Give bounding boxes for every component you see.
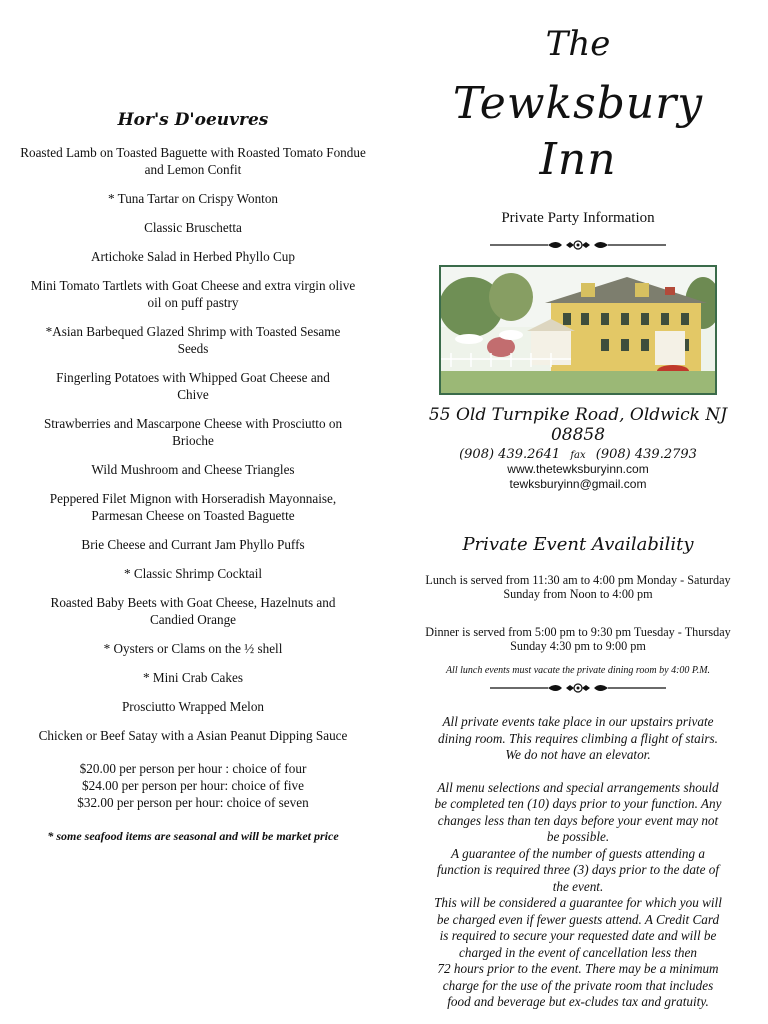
- menu-item: Brie Cheese and Currant Jam Phyllo Puffs: [81, 537, 305, 552]
- email-link[interactable]: tewksburyinn@gmail.com: [509, 477, 647, 491]
- policy-paragraph: All menu selections and special arrangements should be completed ten (10) days prior to your function. Any changes less than ten days before your event may not be possible.: [434, 779, 722, 844]
- menu-item: * Oysters or Clams on the ½ shell: [103, 641, 283, 656]
- menu-item: Mini Tomato Tartlets with Goat Cheese and extra virgin olive oil on puff pastry: [30, 278, 356, 310]
- phone: (908) 439.2641: [459, 447, 561, 462]
- price-line: $32.00 per person per hour: choice of seven: [77, 795, 309, 810]
- menu-item: Strawberries and Mascarpone Cheese with Prosciutto on Brioche: [43, 416, 343, 448]
- menu-item: Classic Bruschetta: [144, 220, 242, 235]
- menu-item: Roasted Baby Beets with Goat Cheese, Hazelnuts and Candied Orange: [50, 595, 336, 627]
- dinner-hours-weekday: Dinner is served from 5:00 pm to 9:30 pm Tuesday - Thursday: [425, 625, 731, 639]
- lunch-hours-sunday: Sunday from Noon to 4:00 pm: [503, 587, 653, 601]
- policy-paragraph: All private events take place in our upstairs private dining room. This requires climbing a flight of stairs. We do not have an elevator.: [438, 714, 718, 762]
- phone-numbers: [408, 447, 748, 462]
- lunch-hours: [408, 573, 748, 601]
- menu-item: Roasted Lamb on Toasted Baguette with Roasted Tomato Fondue and Lemon Confit: [20, 145, 366, 177]
- menu-item: Prosciutto Wrapped Melon: [121, 699, 265, 714]
- hors-doeuvres-column: [10, 110, 376, 844]
- website-link[interactable]: www.thetewksburyinn.com: [507, 462, 649, 476]
- menu-list: [10, 144, 376, 744]
- address: 55 Old Turnpike Road, Oldwick NJ 08858: [428, 405, 728, 445]
- inn-watercolor-image: [439, 265, 717, 395]
- hors-doeuvres-heading: Hor's D'oeuvres: [117, 110, 269, 130]
- price-line: $24.00 per person per hour: choice of five: [82, 778, 304, 793]
- page-subtitle: Private Party Information: [501, 210, 655, 226]
- dinner-hours-sunday: Sunday 4:30 pm to 9:00 pm: [510, 639, 646, 653]
- title-inn-name: Tewksbury Inn: [452, 78, 704, 185]
- fax-label: fax: [570, 450, 586, 461]
- info-column: [408, 22, 748, 1011]
- policy-paragraph: This will be considered a guarantee for which you will be charged even if fewer guests attend. A Credit Card is required to secure your requested date and will be charged in the event of cancellation less then: [434, 895, 722, 960]
- menu-item: Peppered Filet Mignon with Horseradish Mayonnaise, Parmesan Cheese on Toasted Baguette: [49, 491, 337, 523]
- price-line: $20.00 per person per hour : choice of four: [79, 761, 307, 776]
- lunch-vacate-note: All lunch events must vacate the private dining room by 4:00 P.M.: [445, 665, 711, 676]
- title-the: The: [545, 24, 611, 64]
- menu-item: Fingerling Potatoes with Whipped Goat Cheese and Chive: [56, 370, 330, 402]
- menu-item: Chicken or Beef Satay with a Asian Peanut Dipping Sauce: [38, 728, 348, 743]
- menu-item: * Mini Crab Cakes: [143, 670, 243, 685]
- seafood-note: * some seafood items are seasonal and will be market price: [47, 829, 339, 843]
- dinner-hours: [408, 625, 748, 653]
- ornament-divider-icon: [488, 239, 668, 251]
- ornament-divider-icon: [488, 682, 668, 694]
- policy-paragraph: A guarantee of the number of guests attending a function is required three (3) days prior to the date of the event.: [436, 845, 720, 894]
- menu-item: * Classic Shrimp Cocktail: [123, 566, 263, 581]
- lunch-hours-weekday: Lunch is served from 11:30 am to 4:00 pm Monday - Saturday: [425, 573, 731, 587]
- price-list: [10, 760, 376, 811]
- availability-heading: Private Event Availability: [462, 534, 694, 555]
- fax-number: (908) 439.2793: [595, 447, 697, 462]
- menu-item: Wild Mushroom and Cheese Triangles: [91, 462, 295, 477]
- menu-item: Artichoke Salad in Herbed Phyllo Cup: [90, 249, 295, 264]
- menu-item: * Tuna Tartar on Crispy Wonton: [107, 191, 279, 206]
- policy-text: [433, 714, 723, 1011]
- policy-paragraph: 72 hours prior to the event. There may be a minimum charge for the use of the private room that includes food and beverage but ex-cludes tax and gratuity.: [437, 961, 719, 1009]
- menu-item: *Asian Barbequed Glazed Shrimp with Toasted Sesame Seeds: [45, 324, 341, 356]
